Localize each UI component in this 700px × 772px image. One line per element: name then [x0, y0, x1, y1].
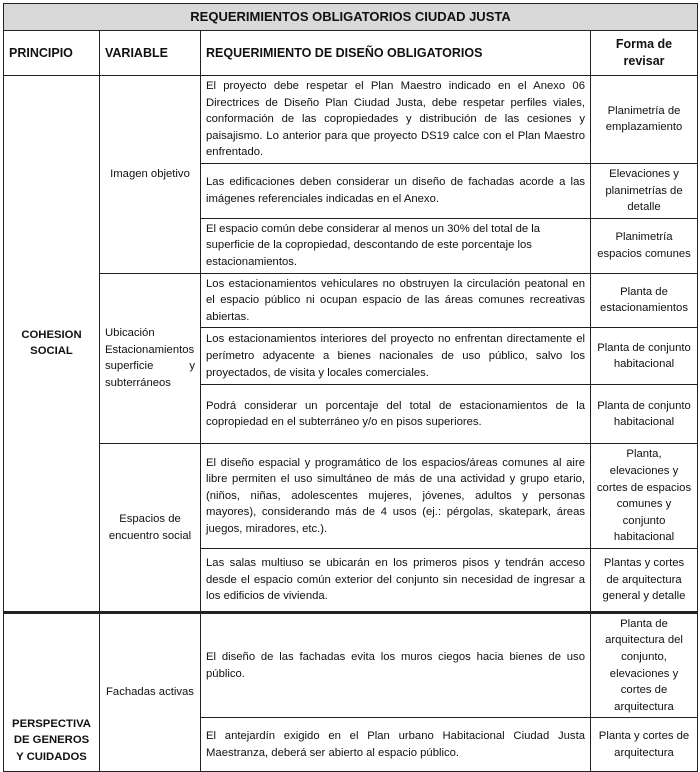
header-requerimiento: REQUERIMIENTO DE DISEÑO OBLIGATORIOS — [201, 31, 591, 76]
header-forma: Forma de revisar — [591, 31, 698, 76]
principio-cell: COHESION SOCIAL — [4, 76, 100, 613]
requirement-cell: Las edificaciones deben considerar un diseño de fachadas acorde a las imágenes referenciales indicadas en el Anexo. — [201, 163, 591, 218]
requirement-cell: Los estacionamientos vehiculares no obstruyen la circulación peatonal en el espacio público ni ocupan espacio de las áreas comunes recreativas abiertas. — [201, 273, 591, 328]
forma-cell: Planimetría de emplazamiento — [591, 76, 698, 164]
table-row — [4, 273, 698, 328]
requirement-cell: Las salas multiuso se ubicarán en los primeros pisos y tendrán acceso desde el espacio común exterior del conjunto sin necesidad de ingresar a los edificios de vivienda. — [201, 548, 591, 612]
requirements-table — [3, 3, 698, 772]
requirement-cell: Los estacionamientos interiores del proyecto no enfrentan directamente el perímetro adyacente a bienes nacionales de uso público, salvo los proyectados, de visita y locales comerciales. — [201, 328, 591, 385]
table-title: REQUERIMIENTOS OBLIGATORIOS CIUDAD JUSTA — [4, 4, 698, 31]
forma-cell: Planta de conjunto habitacional — [591, 328, 698, 385]
requirement-cell: El espacio común debe considerar al menos un 30% del total de la superficie de la copropiedad, descontando de este porcentaje los estacionamientos. — [201, 218, 591, 273]
variable-cell: Fachadas activas — [100, 612, 201, 772]
forma-cell: Planta de conjunto habitacional — [591, 385, 698, 444]
table-row — [4, 444, 698, 549]
header-principio: PRINCIPIO — [4, 31, 100, 76]
forma-cell: Planta y cortes de arquitectura — [591, 718, 698, 772]
forma-cell: Elevaciones y planimetrías de detalle — [591, 163, 698, 218]
forma-cell: Planta de arquitectura del conjunto, elevaciones y cortes de arquitectura — [591, 612, 698, 718]
forma-cell: Plantas y cortes de arquitectura general y detalle — [591, 548, 698, 612]
variable-cell: Ubicación Estacionamientos superficie y subterráneos — [100, 273, 201, 444]
header-variable: VARIABLE — [100, 31, 201, 76]
table-row — [4, 612, 698, 718]
variable-cell: Espacios de encuentro social — [100, 444, 201, 613]
requirement-cell: El proyecto debe respetar el Plan Maestro indicado en el Anexo 06 Directrices de Diseño Plan Ciudad Justa, debe respetar perfiles viales, conformación de las copropiedades y distribución de las cesiones y paisajismo. Lo anterior para que proyecto DS19 calce con el Plan Maestro enfrentado. — [201, 76, 591, 164]
variable-cell: Imagen objetivo — [100, 76, 201, 274]
requirement-cell: El antejardín exigido en el Plan urbano Habitacional Ciudad Justa Maestranza, deberá ser abierto al espacio público. — [201, 718, 591, 772]
requirement-cell: Podrá considerar un porcentaje del total de estacionamientos de la copropiedad en el subterráneo y/o en pisos superiores. — [201, 385, 591, 444]
requirement-cell: El diseño de las fachadas evita los muros ciegos hacia bienes de uso público. — [201, 612, 591, 718]
principio-cell: PERSPECTIVA DE GENEROS Y CUIDADOS — [4, 612, 100, 772]
table-row — [4, 76, 698, 164]
forma-cell: Planimetría espacios comunes — [591, 218, 698, 273]
forma-cell: Planta, elevaciones y cortes de espacios comunes y conjunto habitacional — [591, 444, 698, 549]
forma-cell: Planta de estacionamientos — [591, 273, 698, 328]
requirement-cell: El diseño espacial y programático de los espacios/áreas comunes al aire libre permiten el uso simultáneo de más de una actividad y grupo etario, (niños, niñas, adolescentes mujeres, jóvenes, adultos y personas mayores), considerando más de 4 usos (ej.: pérgolas, skatepark, áreas juegos, miradores, etc.). — [201, 444, 591, 549]
